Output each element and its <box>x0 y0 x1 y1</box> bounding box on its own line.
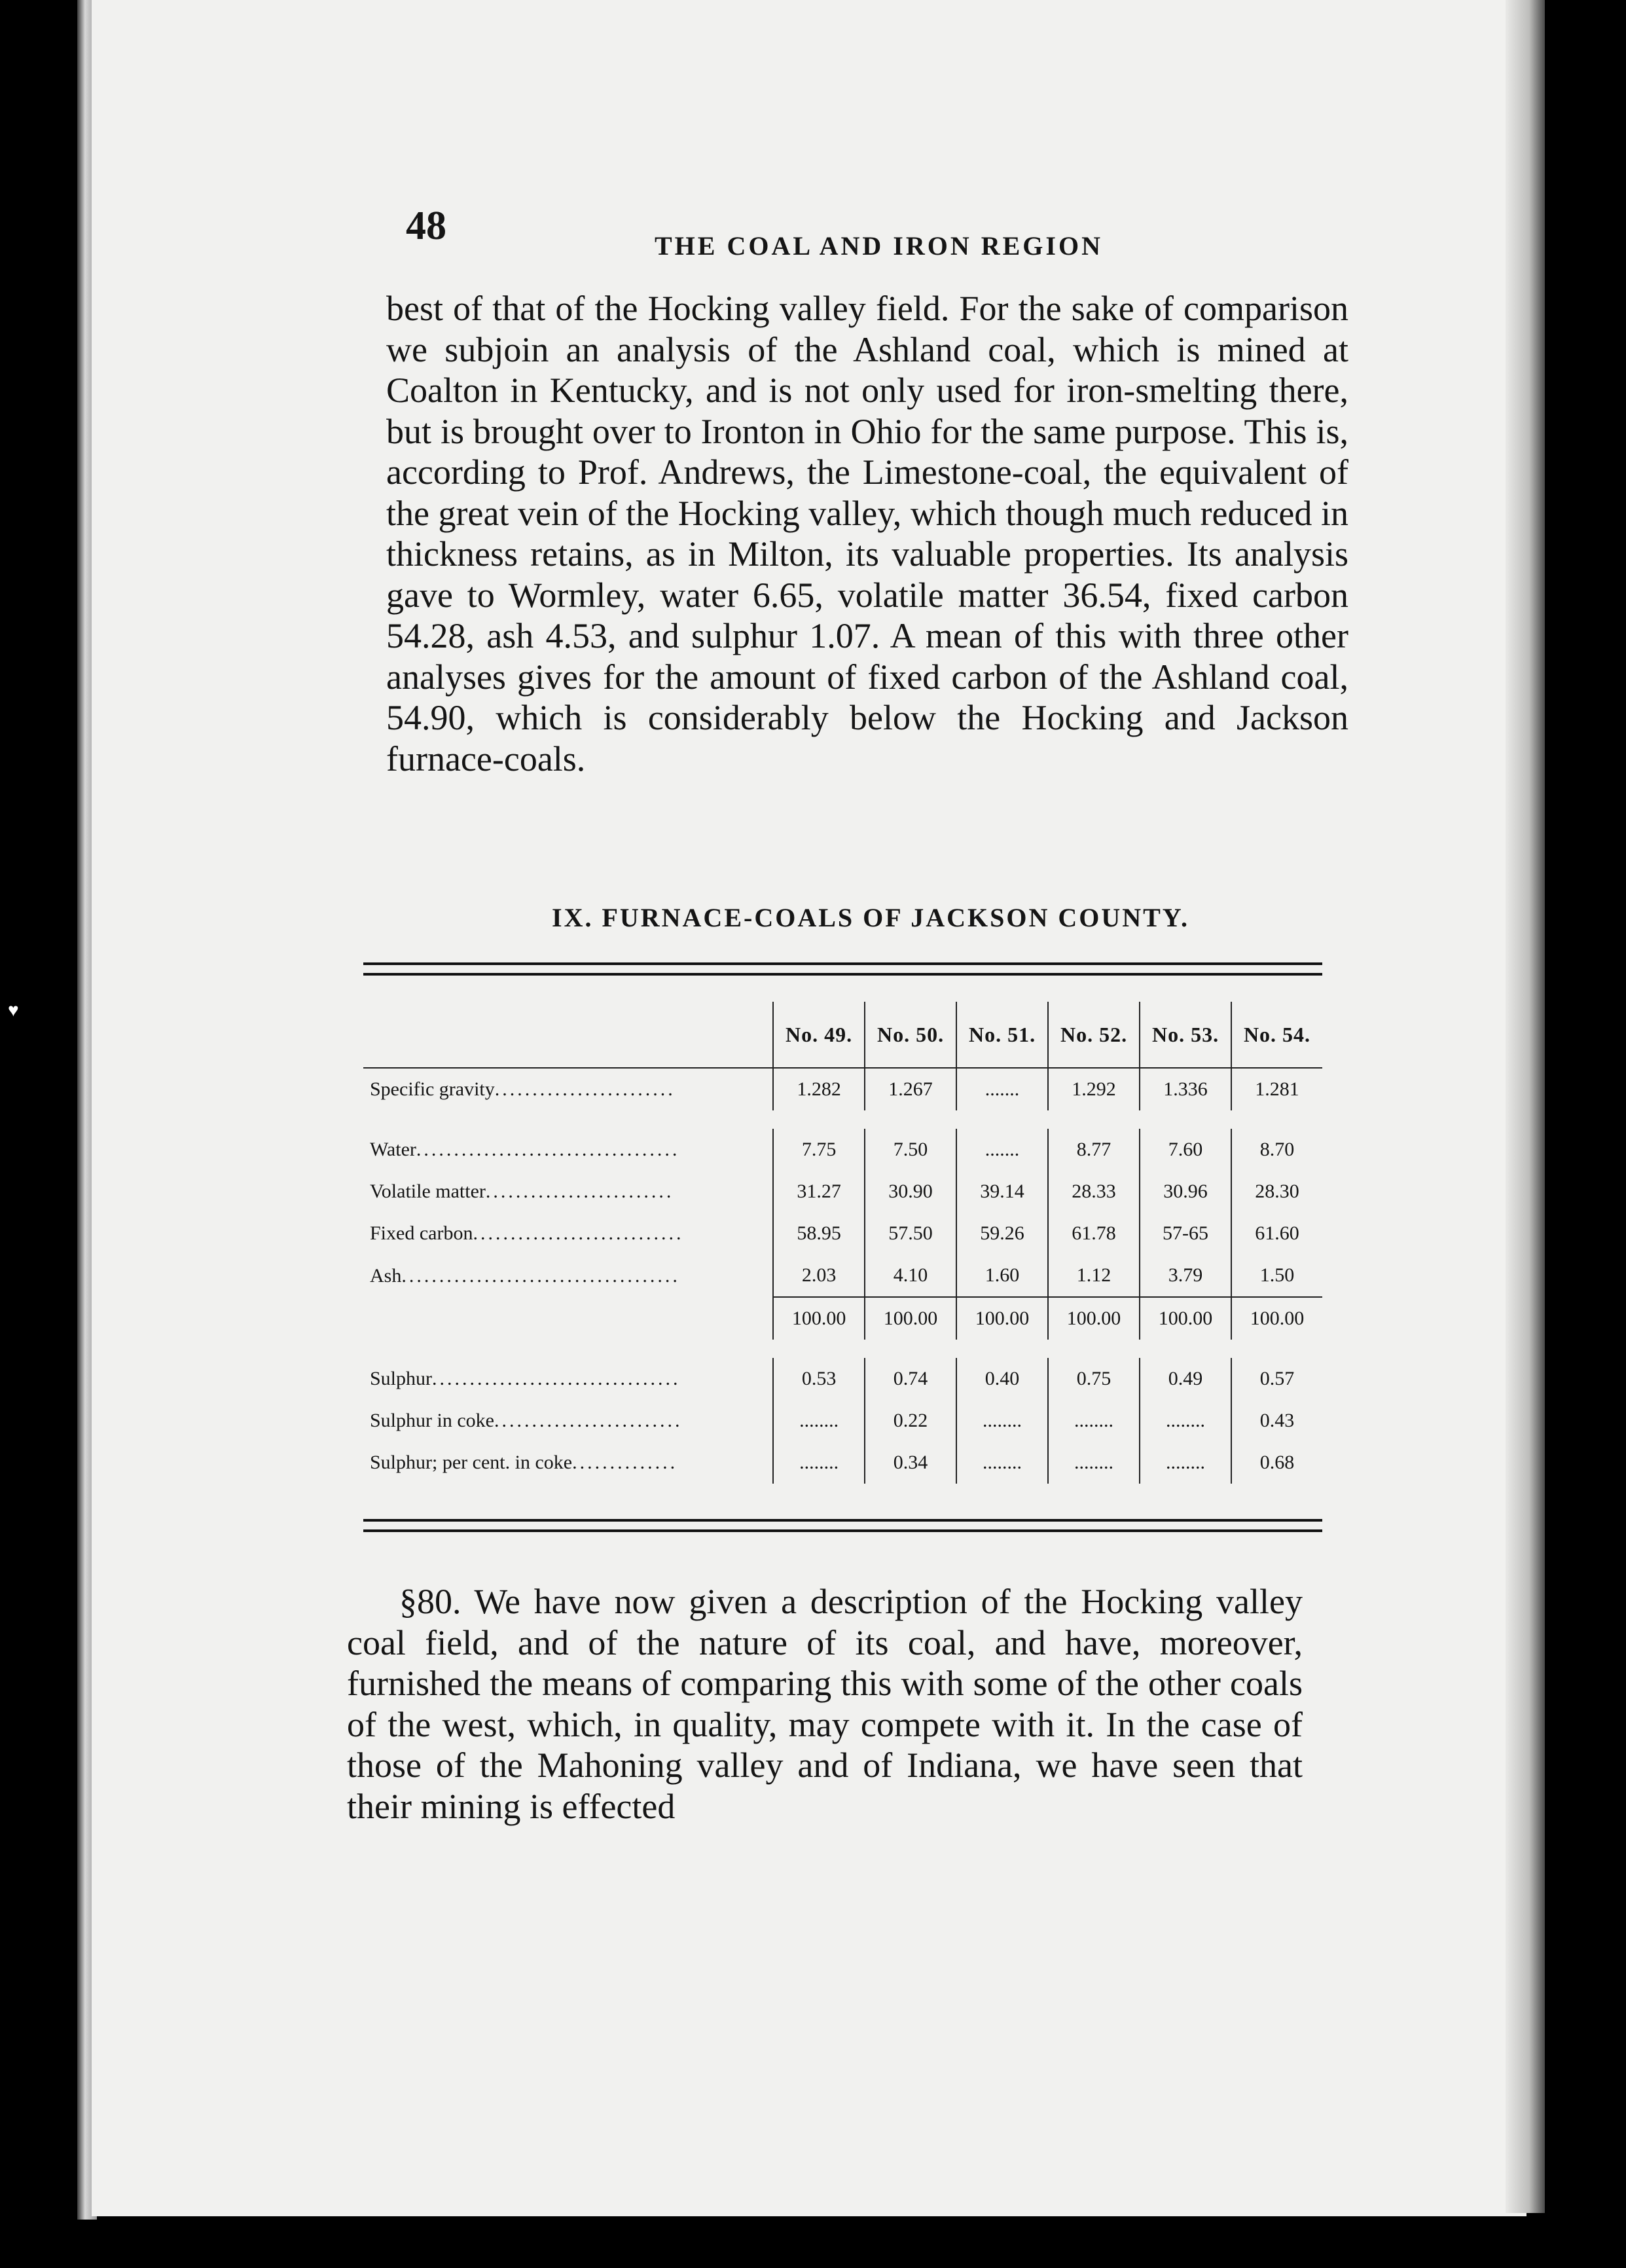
leader-dots: ................................. <box>432 1368 681 1389</box>
row-label <box>363 1442 773 1484</box>
cell-value: 28.30 <box>1231 1171 1322 1213</box>
table-row <box>363 1129 1322 1171</box>
cell-value: ........ <box>1140 1442 1231 1484</box>
leader-dots: ................................... <box>416 1139 680 1160</box>
table-row <box>363 1171 1322 1213</box>
cell-value: ....... <box>956 1129 1048 1171</box>
row-label-text: Sulphur; per cent. in coke <box>370 1452 573 1473</box>
cell-value: 31.27 <box>773 1171 865 1213</box>
leader-dots: ............................ <box>473 1222 684 1244</box>
cell-value: 2.03 <box>773 1254 865 1297</box>
cell-value: 61.60 <box>1231 1213 1322 1254</box>
cell-value: 0.49 <box>1140 1358 1231 1400</box>
cell-value: 1.336 <box>1140 1068 1231 1110</box>
cell-value: 1.50 <box>1231 1254 1322 1297</box>
row-label <box>363 1068 773 1110</box>
cell-value: 1.60 <box>956 1254 1048 1297</box>
table-row <box>363 1254 1322 1297</box>
cell-value: ....... <box>956 1068 1048 1110</box>
cell-value: 0.22 <box>865 1400 956 1442</box>
table-gap-row <box>363 1110 1322 1129</box>
cell-value: 57-65 <box>1140 1213 1231 1254</box>
furnace-coals-table <box>363 956 1322 1532</box>
leader-dots: ........................ <box>494 1078 676 1100</box>
page-header <box>406 203 1492 275</box>
cell-value: 0.57 <box>1231 1358 1322 1400</box>
table-header-row <box>363 1002 1322 1068</box>
table-gap-row <box>363 1340 1322 1358</box>
row-label-text: Fixed carbon <box>370 1222 473 1244</box>
column-header: No. 50. <box>865 1002 956 1068</box>
cell-value: ........ <box>1048 1442 1140 1484</box>
cell-value: 4.10 <box>865 1254 956 1297</box>
cell-value: 1.267 <box>865 1068 956 1110</box>
row-label <box>363 1213 773 1254</box>
column-header: No. 51. <box>956 1002 1048 1068</box>
row-label-text: Sulphur in coke <box>370 1410 494 1431</box>
leader-dots: ......................... <box>494 1410 683 1431</box>
column-header: No. 52. <box>1048 1002 1140 1068</box>
column-header: No. 49. <box>773 1002 865 1068</box>
row-label-text: Volatile matter <box>370 1180 486 1202</box>
table-row <box>363 1068 1322 1110</box>
cell-value: 39.14 <box>956 1171 1048 1213</box>
row-label <box>363 1171 773 1213</box>
row-label <box>363 1297 773 1340</box>
cell-value: 7.60 <box>1140 1129 1231 1171</box>
row-label <box>363 1400 773 1442</box>
table-grid <box>363 1002 1322 1484</box>
cell-value: ........ <box>956 1442 1048 1484</box>
row-label-text: Water <box>370 1139 416 1160</box>
cell-value: 28.33 <box>1048 1171 1140 1213</box>
table-gap-cell <box>363 1340 1322 1358</box>
running-title: THE COAL AND IRON REGION <box>655 231 1103 261</box>
cell-value: 0.40 <box>956 1358 1048 1400</box>
cell-value: 100.00 <box>956 1297 1048 1340</box>
cell-value: ........ <box>1048 1400 1140 1442</box>
cell-value: 0.68 <box>1231 1442 1322 1484</box>
cell-value: ........ <box>956 1400 1048 1442</box>
page-edge <box>1506 0 1545 2213</box>
page-number: 48 <box>406 204 446 248</box>
cell-value: 100.00 <box>1140 1297 1231 1340</box>
cell-value: 30.96 <box>1140 1171 1231 1213</box>
row-label-text: Sulphur <box>370 1368 433 1389</box>
bookmark-mark: ♥ <box>8 1000 19 1021</box>
cell-value: 100.00 <box>773 1297 865 1340</box>
cell-value: 57.50 <box>865 1213 956 1254</box>
cell-value: 100.00 <box>865 1297 956 1340</box>
cell-value: 0.34 <box>865 1442 956 1484</box>
leader-dots: ......................... <box>485 1180 674 1202</box>
column-header: No. 53. <box>1140 1002 1231 1068</box>
table-gap-cell <box>363 1110 1322 1129</box>
cell-value: 1.281 <box>1231 1068 1322 1110</box>
cell-value: 0.53 <box>773 1358 865 1400</box>
cell-value: 58.95 <box>773 1213 865 1254</box>
row-label-text: Ash <box>370 1264 402 1287</box>
cell-value: 100.00 <box>1231 1297 1322 1340</box>
cell-value: 100.00 <box>1048 1297 1140 1340</box>
paragraph-2 <box>347 1581 1303 1827</box>
cell-value: 1.282 <box>773 1068 865 1110</box>
table-row <box>363 1400 1322 1442</box>
cell-value: 1.12 <box>1048 1254 1140 1297</box>
cell-value: ........ <box>773 1442 865 1484</box>
paragraph-1 <box>386 288 1348 779</box>
cell-value: 59.26 <box>956 1213 1048 1254</box>
table-row <box>363 1297 1322 1340</box>
cell-value: ........ <box>773 1400 865 1442</box>
cell-value: 30.90 <box>865 1171 956 1213</box>
table-top-rule <box>363 962 1322 976</box>
cell-value: 0.43 <box>1231 1400 1322 1442</box>
table-bottom-rule <box>363 1519 1322 1532</box>
leader-dots: .............. <box>572 1452 678 1473</box>
cell-value: 1.292 <box>1048 1068 1140 1110</box>
cell-value: 7.50 <box>865 1129 956 1171</box>
leader-dots: ..................................... <box>401 1264 680 1287</box>
cell-value: 0.75 <box>1048 1358 1140 1400</box>
cell-value: 7.75 <box>773 1129 865 1171</box>
column-header: No. 54. <box>1231 1002 1322 1068</box>
cell-value: ........ <box>1140 1400 1231 1442</box>
cell-value: 61.78 <box>1048 1213 1140 1254</box>
cell-value: 8.70 <box>1231 1129 1322 1171</box>
table-row <box>363 1442 1322 1484</box>
header-label-cell <box>363 1002 773 1068</box>
cell-value: 3.79 <box>1140 1254 1231 1297</box>
row-label <box>363 1254 773 1297</box>
row-label <box>363 1358 773 1400</box>
row-label-text: Specific gravity <box>370 1078 495 1100</box>
paragraph-2-text: §80. We have now given a description of the Hocking valley coal field, and of the nature of its coal, and have, moreover, furnished the means of comparing this with some of the other coals of the west, which, in quality, may compete with it. In the case of those of the Mahoning valley and of Indiana, we have seen that their mining is effected <box>347 1582 1303 1826</box>
cell-value: 0.74 <box>865 1358 956 1400</box>
row-label <box>363 1129 773 1171</box>
table-title: IX. FURNACE-COALS OF JACKSON COUNTY. <box>552 903 1189 932</box>
table-body <box>363 1068 1322 1484</box>
table-row <box>363 1358 1322 1400</box>
table-row <box>363 1213 1322 1254</box>
paragraph-1-text: best of that of the Hocking valley field. For the sake of comparison we subjoin an analysis of the Ashland coal, which is mined at Coalton in Kentucky, and is not only used for iron-smelting there, but is brought over to Ironton in Ohio for the same purpose. This is, according to Prof. Andrews, the Limestone-coal, the equivalent of the great vein of the Hocking valley, which though much reduced in thickness retains, as in Milton, its valuable properties. Its analysis gave to Wormley, water 6.65, volatile matter 36.54, fixed carbon 54.28, ash 4.53, and sulphur 1.07. A mean of this with three other analyses gives for the amount of fixed carbon of the Ashland coal, 54.90, which is considerably below the Hocking and Jackson furnace-coals. <box>386 289 1348 778</box>
cell-value: 8.77 <box>1048 1129 1140 1171</box>
